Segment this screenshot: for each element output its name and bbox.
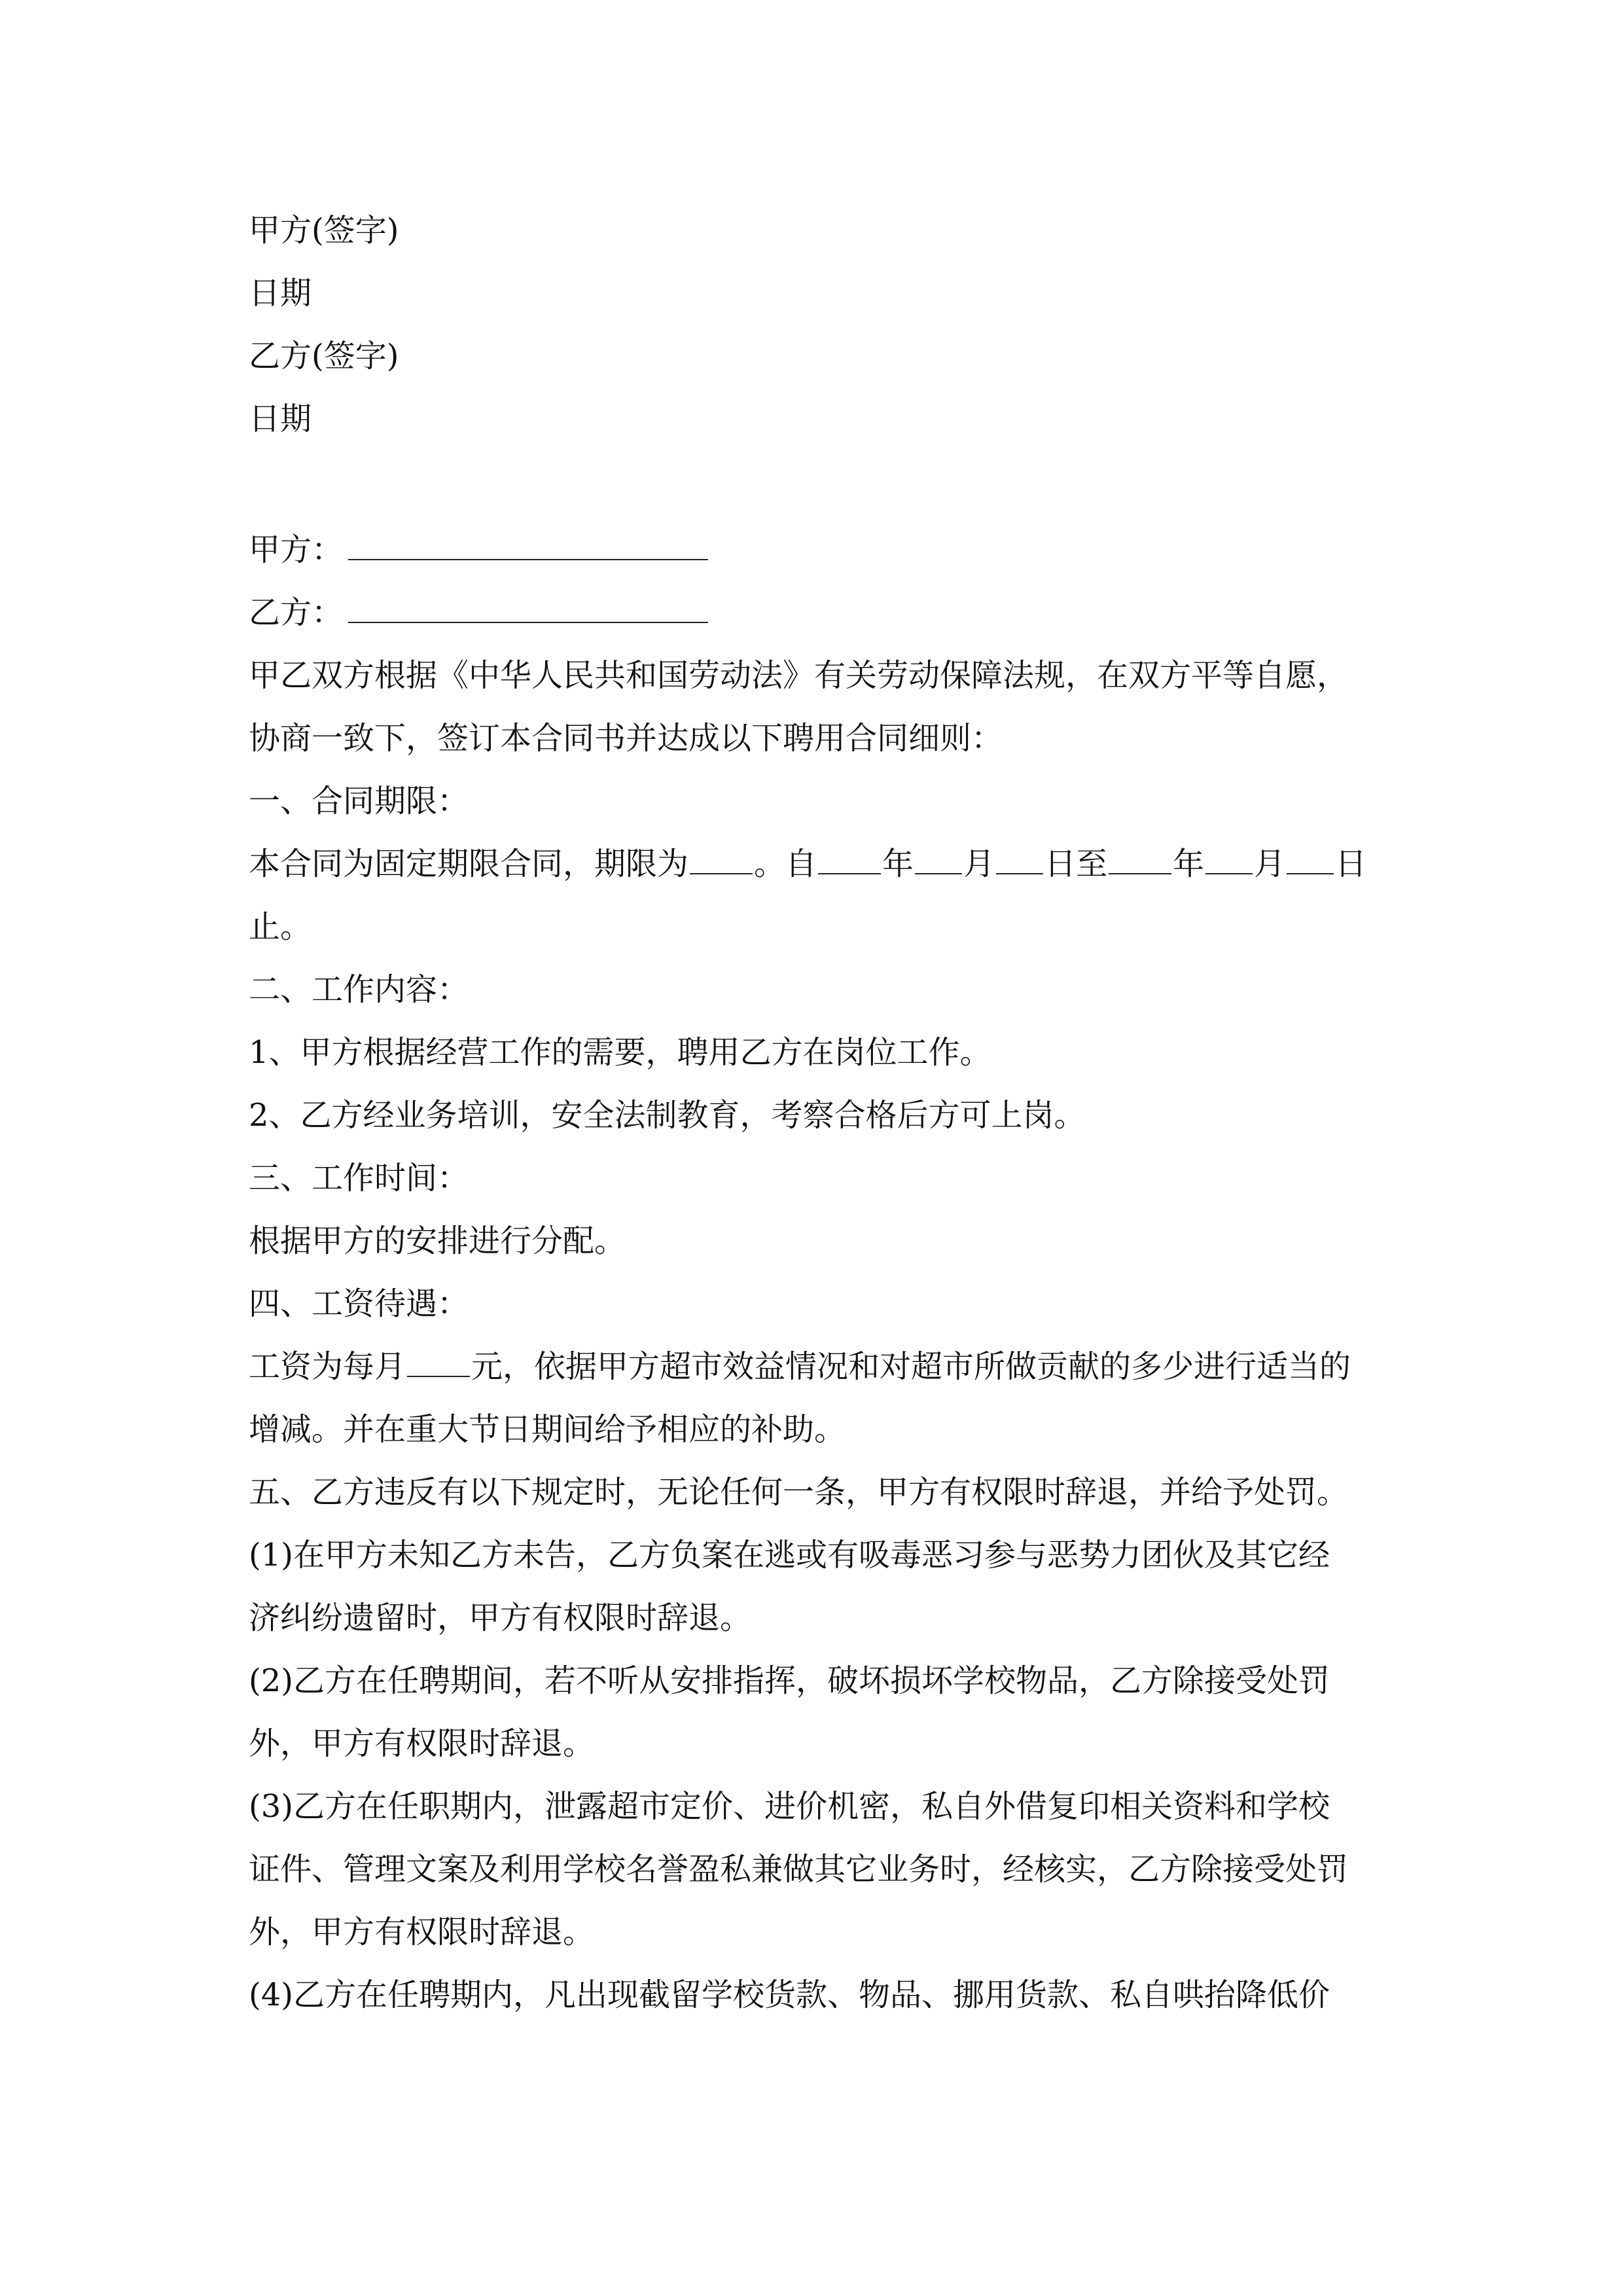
section4-line-2: 增减。并在重大节日期间给予相应的补助。 [249, 1411, 846, 1448]
section5-item1-line2: 济纠纷遗留时，甲方有权限时辞退。 [249, 1600, 752, 1636]
salary-text-a: 工资为每月 [249, 1348, 406, 1385]
section1-term-line [249, 844, 1366, 884]
section3-text: 根据甲方的安排进行分配。 [249, 1223, 626, 1259]
section5-heading: 五、乙方违反有以下规定时，无论任何一条，甲方有权限时辞退，并给予处罚。 [249, 1474, 1349, 1511]
section1-heading: 一、合同期限： [249, 783, 469, 819]
start-month-blank [915, 844, 962, 874]
start-day-label: 日至 [1044, 846, 1108, 882]
section4-salary-line [249, 1347, 1351, 1386]
start-month-label: 月 [963, 846, 995, 882]
section5-item3-line1: (3)乙方在任职期内，泄露超市定价、进价机密，私自外借复印相关资料和学校 [249, 1788, 1330, 1825]
start-year-blank [818, 844, 881, 874]
date-label-1: 日期 [249, 275, 312, 312]
term-blank [690, 844, 753, 874]
section2-item-2: 2、乙方经业务培训，安全法制教育，考察合格后方可上岗。 [249, 1097, 1086, 1134]
section4-heading: 四、工资待遇： [249, 1285, 469, 1322]
end-month-blank [1205, 844, 1253, 874]
section5-item1-line1: (1)在甲方未知乙方未告，乙方负案在逃或有吸毒恶习参与恶势力团伙及其它经 [249, 1537, 1330, 1573]
salary-text-b: 元，依据甲方超市效益情况和对超市所做贡献的多少进行适当的 [471, 1348, 1351, 1385]
party-a-line [249, 530, 709, 569]
end-month-label: 月 [1254, 846, 1286, 882]
salary-blank [407, 1347, 470, 1377]
party-b-line [249, 593, 709, 632]
party-b-blank [348, 593, 708, 623]
intro-line-2: 协商一致下，签订本合同书并达成以下聘用合同细则： [249, 720, 1003, 757]
party-b-signature-label: 乙方(签字) [249, 338, 399, 374]
party-a-signature-label: 甲方(签字) [249, 212, 399, 249]
term-text-a: 本合同为固定期限合同，期限为 [249, 846, 689, 882]
section5-item3-line3: 外，甲方有权限时辞退。 [249, 1914, 595, 1950]
section2-heading: 二、工作内容： [249, 971, 469, 1008]
start-year-label: 年 [882, 846, 914, 882]
section5-item2-line1: (2)乙方在任聘期间，若不听从安排指挥，破坏损坏学校物品，乙方除接受处罚 [249, 1662, 1330, 1699]
section1-line-2: 止。 [249, 908, 312, 945]
party-a-label: 甲方： [249, 531, 344, 568]
date-label-2: 日期 [249, 401, 312, 437]
section5-item4-line1: (4)乙方在任聘期内，凡出现截留学校货款、物品、挪用货款、私自哄抬降低价 [249, 1977, 1330, 2013]
end-year-label: 年 [1173, 846, 1205, 882]
party-a-blank [348, 530, 708, 560]
term-text-b: 。自 [754, 846, 817, 882]
section5-item2-line2: 外，甲方有权限时辞退。 [249, 1725, 595, 1762]
intro-line-1: 甲乙双方根据《中华人民共和国劳动法》有关劳动保障法规，在双方平等自愿， [249, 657, 1349, 694]
section3-heading: 三、工作时间： [249, 1160, 469, 1196]
section5-item3-line2: 证件、管理文案及利用学校名誉盈私兼做其它业务时，经核实，乙方除接受处罚 [249, 1851, 1349, 1888]
start-day-blank [996, 844, 1043, 874]
end-day-blank [1287, 844, 1334, 874]
end-day-label: 日 [1335, 846, 1367, 882]
party-b-label: 乙方： [249, 594, 344, 631]
section2-item-1: 1、甲方根据经营工作的需要，聘用乙方在岗位工作。 [249, 1034, 991, 1071]
end-year-blank [1109, 844, 1171, 874]
